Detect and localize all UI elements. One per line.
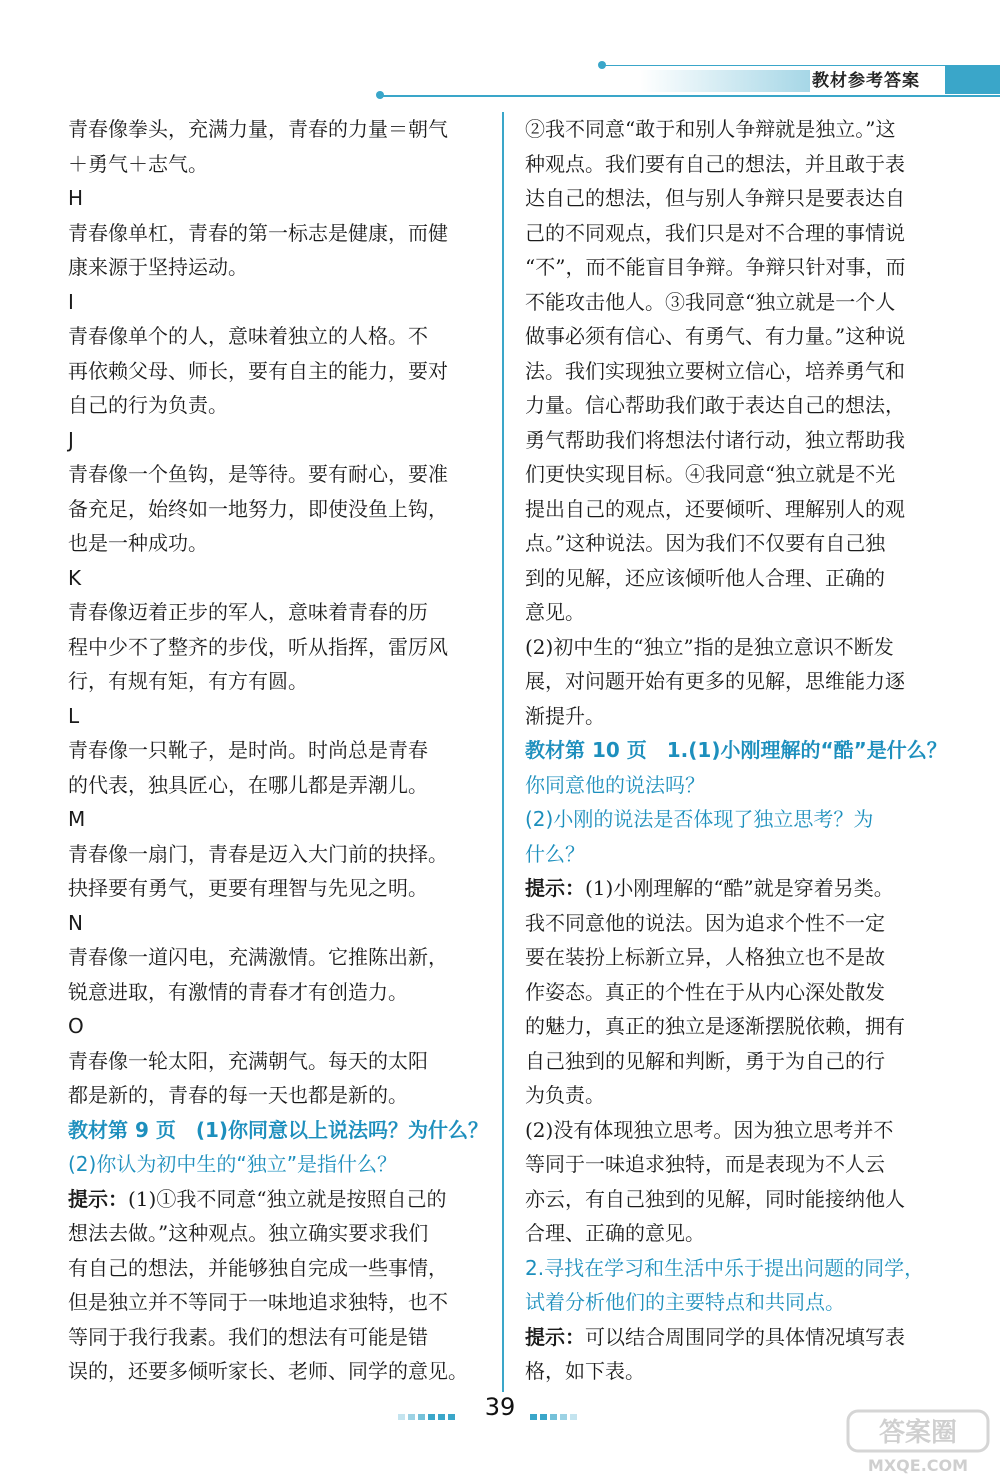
column-divider <box>502 112 504 1392</box>
right-column-line: 2.寻找在学习和生活中乐于提出问题的同学， <box>525 1255 925 1280</box>
left-column-line: 青春像一轮太阳，充满朝气。每天的太阳 <box>68 1048 428 1073</box>
right-column-line: 试着分析他们的主要特点和共同点。 <box>525 1290 845 1314</box>
left-column-line: L <box>68 703 80 728</box>
right-column-line: (2)没有体现独立思考。因为独立思考并不 <box>525 1117 894 1142</box>
left-column-line: ＋勇气＋志气。 <box>68 151 208 176</box>
left-column-line: 想法去做。”这种观点。独立确实要求我们 <box>68 1221 429 1245</box>
hint-label: 提示： <box>525 876 585 900</box>
left-column-line: H <box>68 186 84 210</box>
left-column-line: 青春像单杠，青春的第一标志是健康，而健 <box>68 220 448 245</box>
left-column-line: 青春像拳头，充满力量，青春的力量＝朝气 <box>68 117 448 141</box>
right-column-line: 要在装扮上标新立异，人格独立也不是故 <box>525 945 885 969</box>
left-column-line: 教材第 9 页 (1)你同意以上说法吗？为什么？ <box>68 1117 489 1142</box>
header-title: 教材参考答案 <box>812 71 920 91</box>
right-column-line: 你同意他的说法吗？ <box>525 772 705 797</box>
left-column-line: 有自己的想法，并能够独自完成一些事情， <box>68 1255 448 1280</box>
right-column-line: 己的不同观点，我们只是对不合理的事情说 <box>525 220 905 245</box>
right-column-line: 力量。信心帮助我们敢于表达自己的想法， <box>525 393 905 417</box>
left-column-line: 青春像一只靴子，是时尚。时尚总是青春 <box>68 738 428 762</box>
left-column <box>68 112 489 1389</box>
header-bottom-dot <box>376 91 384 99</box>
right-column-line: 不能攻击他人。③我同意“独立就是一个人 <box>525 289 896 314</box>
left-column-line: 误的，还要多倾听家长、老师、同学的意见。 <box>68 1359 468 1383</box>
watermark-text: 答案圈 <box>878 1418 958 1448</box>
right-column-line: 到的见解，还应该倾听他人合理、正确的 <box>525 565 885 590</box>
left-column-line: 抉择要有勇气，更要有理智与先见之明。 <box>68 876 428 900</box>
header-rule-dot <box>598 61 606 69</box>
right-column-line: 教材第 10 页 1.(1)小刚理解的“酷”是什么？ <box>525 738 947 762</box>
right-column-line: 点。”这种说法。因为我们不仅要有自己独 <box>525 531 886 555</box>
right-column-line: 为负责。 <box>525 1083 605 1107</box>
right-column-line: 亦云，有自己独到的见解，同时能接纳他人 <box>525 1186 905 1211</box>
right-column-line: 勇气帮助我们将想法付诸行动，独立帮助我 <box>525 427 905 452</box>
header-bottom-rule <box>380 95 1000 97</box>
hint-text: (1)①我不同意“独立就是按照自己的 <box>128 1186 447 1211</box>
right-column-line: (2)初中生的“独立”指的是独立意识不断发 <box>525 634 894 659</box>
right-column-line: 什么？ <box>525 841 585 866</box>
right-column-line: 法。我们实现独立要树立信心，培养勇气和 <box>525 358 905 383</box>
right-column-line: 达自己的想法，但与别人争辩只是要表达自 <box>525 186 905 210</box>
right-column-line <box>525 1320 945 1355</box>
right-column-line: 作姿态。真正的个性在于从内心深处散发 <box>525 979 885 1004</box>
left-column-line: I <box>68 289 74 314</box>
right-column-line: 我不同意他的说法。因为追求个性不一定 <box>525 910 885 935</box>
left-column-line: 的代表，独具匠心，在哪儿都是弄潮儿。 <box>68 772 428 797</box>
left-column-line: N <box>68 910 83 935</box>
left-column-line: 行，有规有矩，有方有圆。 <box>68 669 308 693</box>
left-column-line: 青春像一个鱼钩，是等待。要有耐心，要准 <box>68 462 448 486</box>
right-column-line: 渐提升。 <box>525 703 605 728</box>
right-column-line: (2)小刚的说法是否体现了独立思考？为 <box>525 807 874 831</box>
header-gradient <box>640 70 810 92</box>
left-column-line: 锐意进取，有激情的青春才有创造力。 <box>68 979 408 1004</box>
left-column-line: 青春像一道闪电，充满激情。它推陈出新， <box>68 945 448 969</box>
right-column-line: ②我不同意“敢于和别人争辩就是独立。”这 <box>525 117 896 141</box>
left-column-line: 青春像迈着正步的军人，意味着青春的历 <box>68 600 428 624</box>
left-column-line: 青春像一扇门，青春是迈入大门前的抉择。 <box>68 841 448 866</box>
left-column-line: 也是一种成功。 <box>68 531 208 555</box>
right-column-line: “不”，而不能盲目争辩。争辩只针对事，而 <box>525 255 906 279</box>
right-column <box>525 112 945 1389</box>
left-column-line: 康来源于坚持运动。 <box>68 255 248 279</box>
left-column-line: 都是新的，青春的每一天也都是新的。 <box>68 1083 408 1107</box>
left-column-line: (2)你认为初中生的“独立”是指什么？ <box>68 1152 398 1176</box>
right-column-line: 提出自己的观点，还要倾听、理解别人的观 <box>525 496 905 521</box>
hint-label: 提示： <box>68 1186 128 1211</box>
hint-text: 可以结合周围同学的具体情况填写表 <box>585 1324 905 1349</box>
footer-dots-right <box>530 1405 580 1411</box>
right-column-line: 们更快实现目标。④我同意“独立就是不光 <box>525 462 896 486</box>
left-column-line: 程中少不了整齐的步伐，听从指挥，雷厉风 <box>68 634 448 659</box>
footer-dots-left <box>398 1405 458 1411</box>
right-column-line: 种观点。我们要有自己的想法，并且敢于表 <box>525 151 905 176</box>
hint-text: (1)小刚理解的“酷”就是穿着另类。 <box>585 876 894 900</box>
right-column-line: 的魅力，真正的独立是逐渐摆脱依赖，拥有 <box>525 1014 905 1038</box>
left-column-line: 备充足，始终如一地努力，即使没鱼上钩， <box>68 496 448 521</box>
right-column-line: 等同于一味追求独特，而是表现为不人云 <box>525 1152 885 1176</box>
left-column-line: 自己的行为负责。 <box>68 393 228 417</box>
right-column-line: 意见。 <box>525 600 585 624</box>
left-column-line: 等同于我行我素。我们的想法有可能是错 <box>68 1324 428 1349</box>
watermark-url: MXQE.COM <box>867 1456 969 1475</box>
left-column-line: O <box>68 1014 84 1038</box>
page-header <box>0 0 1000 110</box>
hint-label: 提示： <box>525 1324 585 1349</box>
left-column-line: 再依赖父母、师长，要有自主的能力，要对 <box>68 358 448 383</box>
left-column-line: 青春像单个的人，意味着独立的人格。不 <box>68 324 428 348</box>
left-column-line: M <box>68 807 86 831</box>
page-number: 39 <box>484 1393 516 1421</box>
header-tab <box>945 66 1000 94</box>
right-column-line: 合理、正确的意见。 <box>525 1221 705 1245</box>
watermark-logo <box>840 1405 1000 1478</box>
left-column-line: J <box>68 427 74 452</box>
left-column-line <box>68 1182 480 1217</box>
left-column-line: 但是独立并不等同于一味地追求独特，也不 <box>68 1290 448 1314</box>
right-column-line <box>525 871 945 906</box>
header-top-rule <box>600 65 1000 66</box>
left-column-line: K <box>68 565 82 590</box>
right-column-line: 做事必须有信心、有勇气、有力量。”这种说 <box>525 324 906 348</box>
right-column-line: 自己独到的见解和判断，勇于为自己的行 <box>525 1048 885 1073</box>
right-column-line: 格，如下表。 <box>525 1359 645 1383</box>
right-column-line: 展，对问题开始有更多的见解，思维能力逐 <box>525 669 905 693</box>
